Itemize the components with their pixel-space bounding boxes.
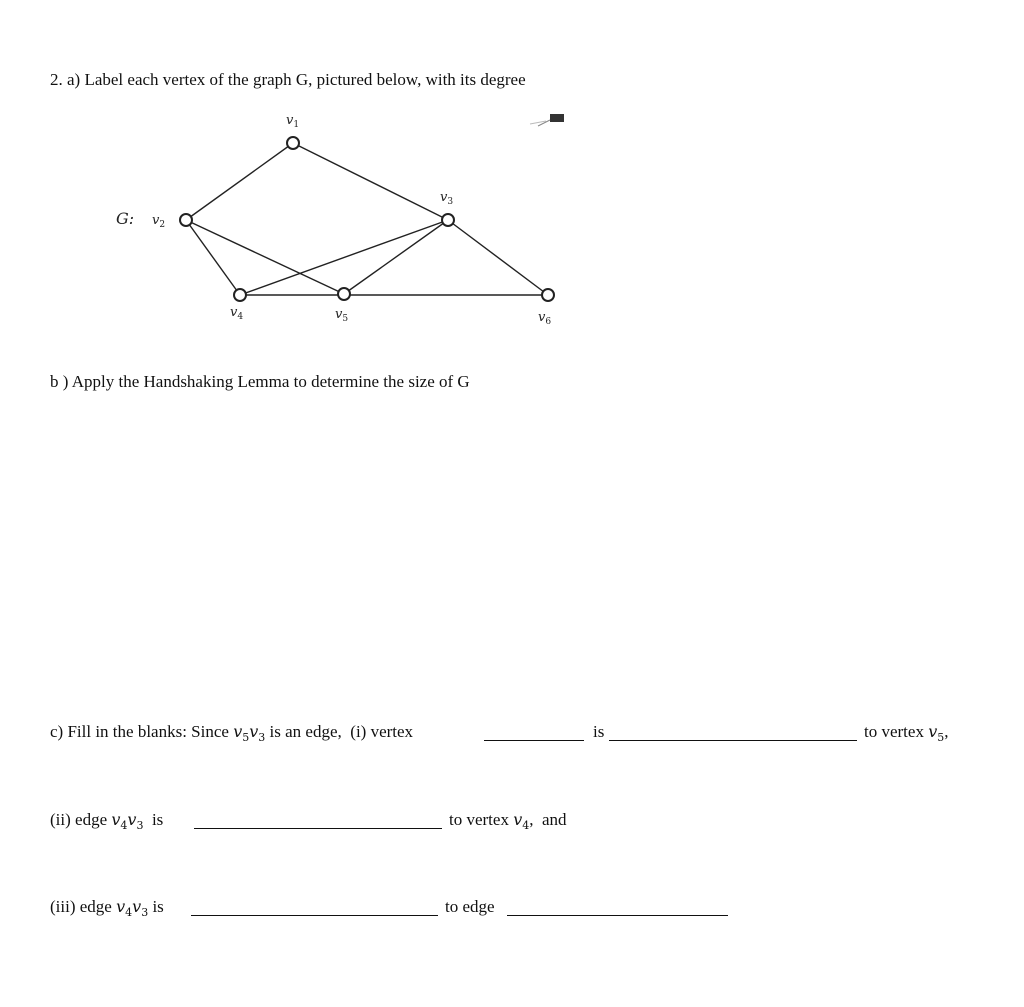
vertex-v6: [542, 289, 554, 301]
part-b-question: b ) Apply the Handshaking Lemma to determine the size of G: [50, 372, 470, 391]
blank-i-relation[interactable]: [609, 722, 865, 740]
vertex-v2: [180, 214, 192, 226]
part-c-ii-prefix-text: (ii) edge: [50, 810, 108, 829]
label-v3: $v_3$: [440, 190, 454, 207]
edge-v4v3-ii: $v_4v_3$: [111, 810, 144, 833]
part-c-to-vertex: [864, 722, 949, 748]
vertex-v4-ref: $v_4$: [513, 810, 530, 833]
vertex-v5-ref: $v_5$: [928, 722, 945, 745]
comma-ii: ,: [529, 810, 534, 829]
edge-v1-v2: [186, 143, 293, 220]
blank-ii-line: [194, 828, 442, 829]
part-c-iii-is: is: [152, 897, 164, 916]
edge-v3-v6: [448, 220, 548, 295]
vertex-v5: [338, 288, 350, 300]
edge-v5v3: $v_5v_3$: [233, 722, 266, 745]
part-c-is: is: [593, 722, 605, 741]
part-c-ii-prefix: [50, 810, 163, 836]
part-c-ii-is: is: [151, 810, 164, 829]
and-text: and: [542, 810, 567, 829]
blank-ii[interactable]: [194, 810, 450, 828]
blank-iii-a-line: [191, 915, 438, 916]
blank-iii-b[interactable]: [507, 897, 736, 915]
vertex-v1: [287, 137, 299, 149]
part-c-prefix-text: c) Fill in the blanks: Since: [50, 722, 229, 741]
blank-i-vertex[interactable]: [484, 722, 592, 740]
vertex-v3: [442, 214, 454, 226]
edge-v2-v5: [186, 220, 344, 294]
part-c-iii-prefix: [50, 897, 164, 923]
label-v1: $v_1$: [286, 113, 300, 130]
edge-v3-v5: [344, 220, 448, 294]
graph-name-label: G:: [116, 209, 135, 228]
edge-v1-v3: [293, 143, 448, 220]
label-v2: $v_2$: [152, 213, 166, 230]
label-v5: $v_5$: [335, 307, 349, 324]
part-c-ii-suffix: [449, 810, 567, 836]
item-i-text: (i) vertex: [350, 722, 414, 741]
label-v6: $v_6$: [538, 310, 552, 327]
blank-iii-a[interactable]: [191, 897, 446, 915]
blank-iii-b-line: [507, 915, 728, 916]
edge-v4v3-iii: $v_4v_3$: [116, 897, 149, 920]
scan-mark: [530, 114, 564, 126]
question-number: 2.: [50, 70, 63, 89]
label-v4: $v_4$: [230, 305, 244, 322]
edge-v2-v4: [186, 220, 240, 295]
part-c-ii-to-vertex: to vertex: [449, 810, 509, 829]
part-c-prefix: [50, 722, 413, 748]
blank-i-vertex-line: [484, 740, 584, 741]
comma-text: ,: [944, 722, 949, 741]
part-c-iii-prefix-text: (iii) edge: [50, 897, 112, 916]
to-vertex-text: to vertex: [864, 722, 924, 741]
is-an-edge-text: is an edge,: [269, 722, 342, 741]
part-a-text: a) Label each vertex of the graph G, pictured below, with its degree: [67, 70, 526, 89]
edge-v3-v4: [240, 220, 448, 295]
part-c-iii-to-edge: to edge: [445, 897, 495, 916]
vertex-v4: [234, 289, 246, 301]
blank-i-relation-line: [609, 740, 857, 741]
